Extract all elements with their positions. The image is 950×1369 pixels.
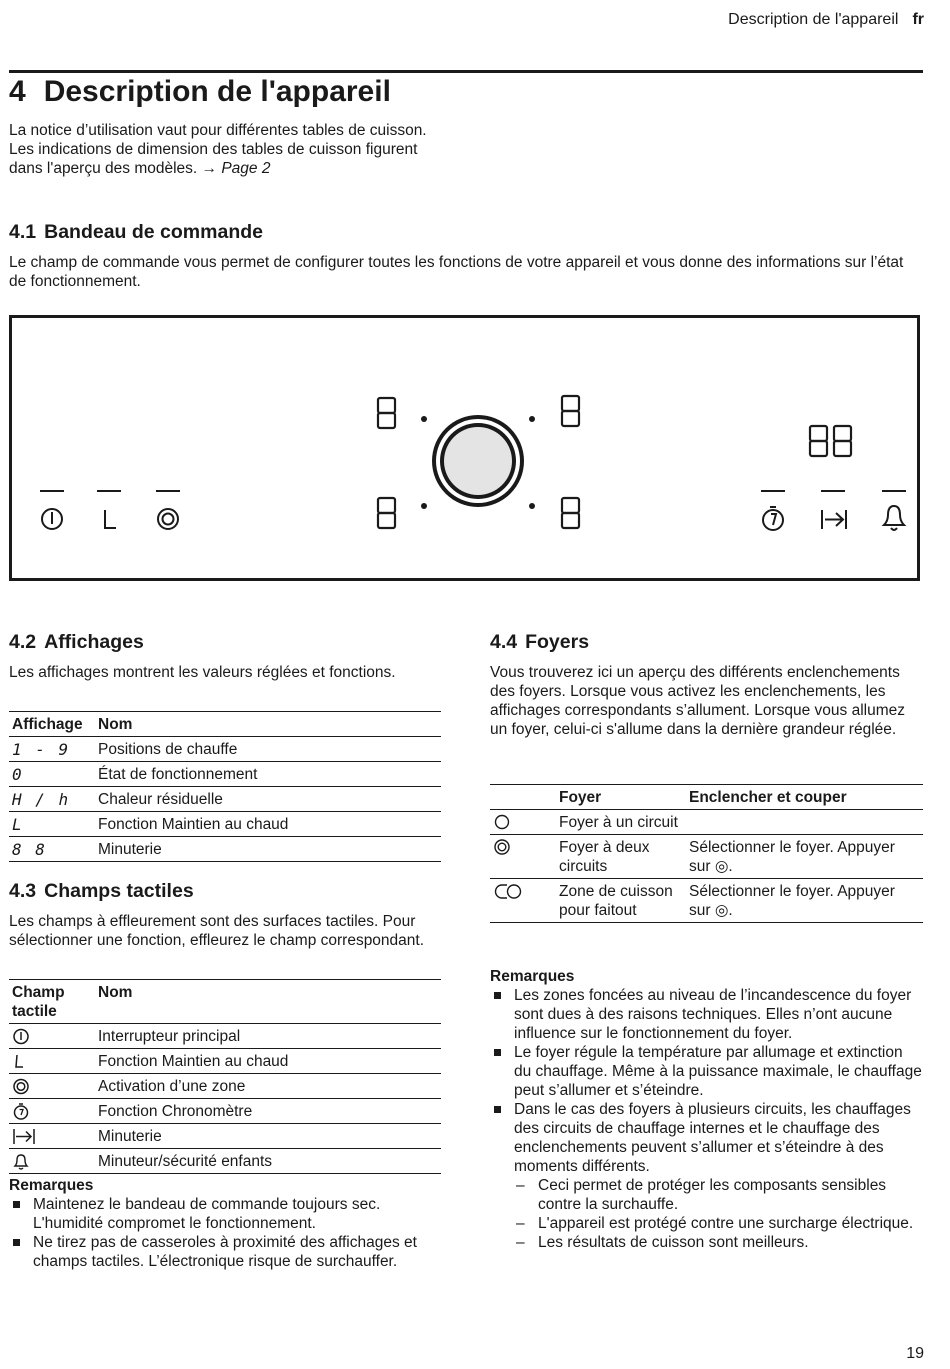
column-header: Nom <box>95 980 441 1024</box>
table-row <box>9 837 441 862</box>
header-lang: fr <box>912 11 924 28</box>
timer-display <box>810 426 851 456</box>
zone-action: Sélectionner le foyer. Appuyer sur ◎. <box>686 835 923 879</box>
notes-4-4 <box>490 967 924 1252</box>
table-row <box>490 835 923 879</box>
column-header: Foyer <box>556 785 686 810</box>
notes-title: Remarques <box>9 1177 94 1194</box>
section-title: Bandeau de commande <box>44 221 263 243</box>
sub-list-item: – Les résultats de cuisson sont meilleurs. <box>514 1233 924 1252</box>
list-item: Le foyer régule la température par allumage et extinction du chauffage. Même à la puissance maximale, le chauffage peut s’allumer et s’éteindre. <box>490 1043 924 1100</box>
chronometer-icon <box>9 1099 95 1124</box>
keep-warm-icon <box>9 1049 95 1074</box>
touch-field-name: Fonction Chronomètre <box>95 1099 441 1124</box>
running-header <box>728 10 924 29</box>
timer-icon <box>822 510 846 529</box>
section-4-1-text: Le champ de commande vous permet de configurer toutes les fonctions de votre appareil et vous donne des informations sur l’état de fonctionnement. <box>9 254 904 290</box>
table-row <box>9 1099 441 1124</box>
notes-list <box>9 1195 441 1271</box>
table-row <box>9 787 441 812</box>
zone-select-icon <box>9 1074 95 1099</box>
section-4-3-heading <box>9 879 194 903</box>
column-header: Enclencher et couper <box>686 785 923 810</box>
intro-paragraph <box>9 121 449 178</box>
table-header-row <box>9 980 441 1024</box>
display-name: Positions de chauffe <box>95 737 441 762</box>
power-icon <box>42 509 62 529</box>
table-row <box>9 737 441 762</box>
notes-list <box>490 986 924 1252</box>
displays-table <box>9 711 441 862</box>
chapter-title: Description de l'appareil <box>43 75 391 108</box>
touch-field-name: Activation d’une zone <box>95 1074 441 1099</box>
display-name: État de fonctionnement <box>95 762 441 787</box>
intro-text: La notice d’utilisation vaut pour différentes tables de cuisson. Les indications de dimension des tables de cuisson figurent dans l'aperçu des modèles. → <box>9 122 427 177</box>
display-top-left <box>378 398 395 428</box>
list-item: Les zones foncées au niveau de l’incandescence du foyer sont dues à des raisons techniques. Elles n’ont aucune influence sur le fonctionnement du foyer. <box>490 986 924 1043</box>
touch-fields-table <box>9 979 441 1174</box>
table-row <box>490 879 923 923</box>
display-name: Chaleur résiduelle <box>95 787 441 812</box>
table-row <box>9 1049 441 1074</box>
column-header: Champ tactile <box>9 980 95 1024</box>
dual-circuit-icon <box>490 835 556 879</box>
control-panel-illustration <box>9 315 920 581</box>
control-knob <box>432 415 524 507</box>
page-title <box>9 74 391 110</box>
power-icon <box>9 1024 95 1049</box>
zone-select-icon <box>158 509 178 529</box>
bell-icon <box>9 1149 95 1174</box>
column-header: Affichage <box>9 712 95 737</box>
display-bottom-left <box>378 498 395 528</box>
section-number: 4.2 <box>9 631 37 653</box>
touch-field-name: Fonction Maintien au chaud <box>95 1049 441 1074</box>
section-4-4-text: Vous trouverez ici un aperçu des différents enclenchements des foyers. Lorsque vous activez les enclenchements, les affichages correspondants s’allument. Lorsque vous allumez un foyer, celui-ci s'allume dans la dernière grandeur réglée. <box>490 664 906 738</box>
section-4-2-heading <box>9 630 144 654</box>
table-header-row <box>9 712 441 737</box>
display-name: Minuterie <box>95 837 441 862</box>
sub-list-item: – L'appareil est protégé contre une surcharge électrique. <box>514 1214 924 1233</box>
list-item: Maintenez le bandeau de commande toujours sec. L'humidité compromet le fonctionnement. <box>9 1195 441 1233</box>
keep-warm-icon <box>105 510 116 528</box>
section-number: 4.1 <box>9 221 37 243</box>
page-reference[interactable]: Page 2 <box>221 160 271 177</box>
zone-action: Sélectionner le foyer. Appuyer sur ◎. <box>686 879 923 923</box>
zone-name: Foyer à deux circuits <box>556 835 686 879</box>
display-bottom-right <box>562 498 579 528</box>
display-symbol: L <box>9 812 95 837</box>
table-header-row <box>490 785 923 810</box>
table-row <box>9 762 441 787</box>
table-row <box>9 1024 441 1049</box>
column-header <box>490 785 556 810</box>
display-symbol: 0 <box>9 762 95 787</box>
chapter-number: 4 <box>9 75 26 108</box>
section-number: 4.4 <box>490 631 518 653</box>
section-title: Foyers <box>525 631 590 653</box>
single-circuit-icon <box>490 810 556 835</box>
section-title: Champs tactiles <box>44 880 194 902</box>
roaster-zone-icon <box>490 879 556 923</box>
display-symbol: 1 - 9 <box>9 737 95 762</box>
sub-list <box>514 1176 924 1252</box>
header-section: Description de l'appareil <box>728 11 899 28</box>
table-row <box>9 1124 441 1149</box>
display-symbol: H / h <box>9 787 95 812</box>
section-number: 4.3 <box>9 880 37 902</box>
bell-icon <box>884 506 904 530</box>
zone-action <box>686 810 923 835</box>
section-4-2-text: Les affichages montrent les valeurs réglées et fonctions. <box>9 664 396 681</box>
section-4-3-text: Les champs à effleurement sont des surfaces tactiles. Pour sélectionner une fonction, effleurez le champ correspondant. <box>9 913 425 949</box>
list-item <box>490 1100 924 1252</box>
table-row <box>490 810 923 835</box>
header-rule <box>9 70 923 73</box>
notes-4-3 <box>9 1176 441 1271</box>
display-top-right <box>562 396 579 426</box>
control-panel-drawing <box>12 318 917 578</box>
notes-title: Remarques <box>490 968 575 985</box>
zone-name: Foyer à un circuit <box>556 810 686 835</box>
touch-field-name: Minuteur/sécurité enfants <box>95 1149 441 1174</box>
cooking-zones-table <box>490 784 923 923</box>
display-name: Fonction Maintien au chaud <box>95 812 441 837</box>
touch-field-name: Interrupteur principal <box>95 1024 441 1049</box>
table-row <box>9 1074 441 1099</box>
column-header: Nom <box>95 712 441 737</box>
display-symbol: 8 8 <box>9 837 95 862</box>
sub-list-item: – Ceci permet de protéger les composants sensibles contre la surchauffe. <box>514 1176 924 1214</box>
table-row <box>9 812 441 837</box>
page-number: 19 <box>906 1345 924 1362</box>
section-4-1-heading <box>9 220 263 244</box>
touch-field-name: Minuterie <box>95 1124 441 1149</box>
list-item-text: Dans le cas des foyers à plusieurs circuits, les chauffages des circuits de chauffage internes et le chauffage des enclenchements peuvent s’allumer et s’éteindre à des moments différents. <box>514 1101 911 1175</box>
table-row <box>9 1149 441 1174</box>
section-4-4-heading <box>490 630 589 654</box>
chronometer-icon <box>763 507 783 530</box>
zone-name: Zone de cuisson pour faitout <box>556 879 686 923</box>
timer-icon <box>9 1124 95 1149</box>
list-item: Ne tirez pas de casseroles à proximité des affichages et champs tactiles. L’électronique risque de surchauffer. <box>9 1233 441 1271</box>
section-title: Affichages <box>44 631 144 653</box>
